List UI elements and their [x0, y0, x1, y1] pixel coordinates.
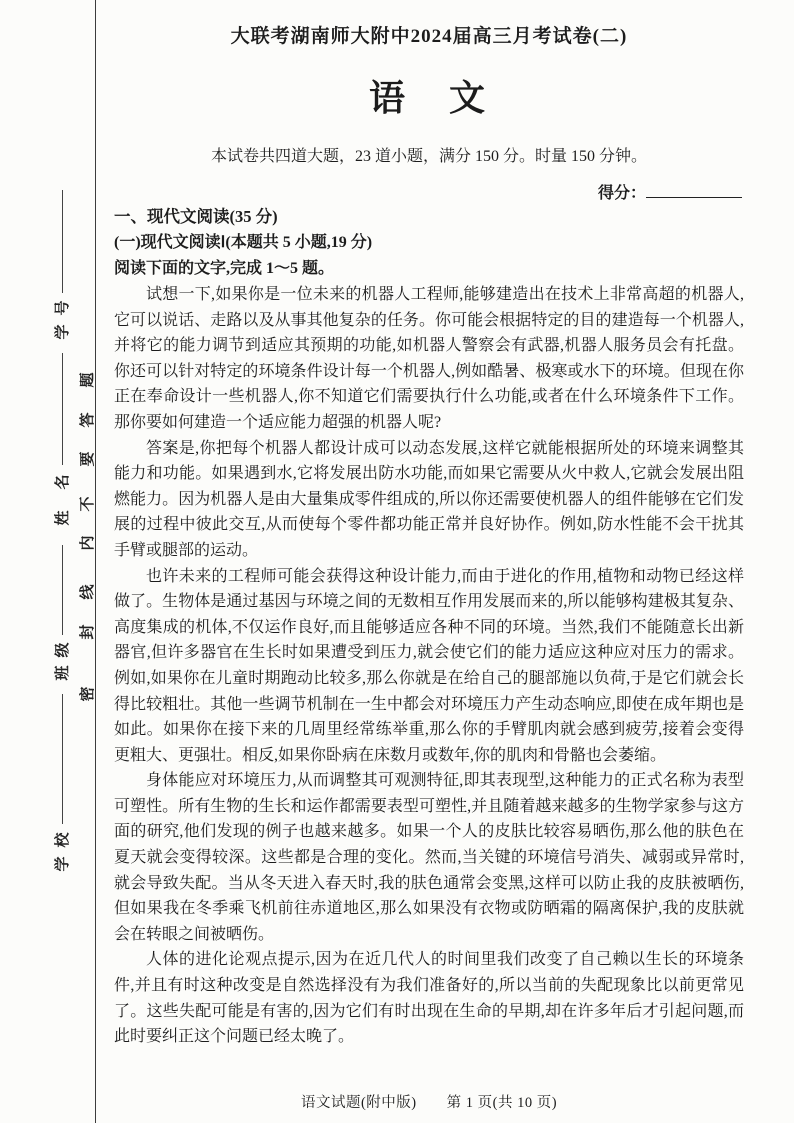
- passage-paragraph: 人体的进化论观点提示,因为在近几代人的时间里我们改变了自己赖以生长的环境条件,并且有时这种改变是自然选择没有为我们准备好的,所以当前的失配现象比以前更常见了。这些失配可能是有害的,因为它们有时出现在生命的早期,却在许多年后才引起问题,而此时要纠正这个问题已经太晚了。: [114, 951, 744, 1046]
- seal-text-char: 答: [80, 412, 96, 428]
- seal-text-char: 密: [80, 686, 96, 702]
- subsection-heading: (一)现代文阅读Ⅰ(本题共 5 小题,19 分): [114, 234, 373, 251]
- passage-paragraph: 答案是,你把每个机器人都设计成可以动态发展,这样它就能根据所处的环境来调整其能力和功能。如果遇到水,它将发展出防水功能,而如果它需要从火中救人,它就会发展出阻燃能力。因为机器人是由大量集成零件组成的,所以你还需要使机器人的组件能够在它们发展的过程中彼此交互,从而使每个零件都功能正常并良好协作。例如,防水性能不会干扰其手臂或腿部的运动。: [114, 439, 744, 559]
- seal-label-char: 校: [55, 832, 71, 848]
- seal-text-char: 题: [80, 372, 96, 388]
- seal-label-char: 号: [55, 300, 71, 316]
- exam-page-body: [114, 0, 744, 1050]
- page-footer: 语文试题(附中版) 第 1 页(共 10 页): [300, 1095, 558, 1111]
- exam-header-line: 大联考湖南师大附中2024届高三月考试卷(二): [230, 26, 628, 47]
- seal-blank-line: [62, 353, 63, 465]
- seal-label-char: 姓: [55, 510, 71, 526]
- seal-text-char: 要: [80, 451, 96, 467]
- passage-paragraph: 也许未来的工程师可能会获得这种设计能力,而由于进化的作用,植物和动物已经这样做了。生物体是通过基因与环境之间的无数相互作用发展而来的,所以能够构建极其复杂、高度集成的机体,不仅运作良好,而且能够适应各种不同的环境。当然,我们不能随意长出新器官,但许多器官在生长时如果遭受到压力,就会使它们的能力适应这种应对压力的需求。例如,如果你在儿童时期跑动比较多,那么你就是在给自己的腿部施以负荷,于是它们就会长得比较粗壮。其他一些调节机制在一生中都会对环境压力产生动态响应,即使在成年期也是如此。如果你在接下来的几周里经常练举重,那么你的手臂肌肉就会感到疲劳,接着会变得更粗大、更强壮。相反,如果你卧病在床数月或数年,你的肌肉和骨骼也会萎缩。: [114, 567, 744, 764]
- section-heading: 一、现代文阅读(35 分): [114, 207, 278, 226]
- score-blank-line: [646, 183, 742, 198]
- score-label: 得分：: [597, 185, 646, 202]
- seal-blank-line: [62, 694, 63, 824]
- passage-paragraph: 身体能应对环境压力,从而调整其可观测特征,即其表现型,这种能力的正式名称为表型可塑性。所有生物的生长和运作都需要表型可塑性,并且随着越来越多的生物学家参与这方面的研究,他们发现的例子也越来越多。如果一个人的皮肤比较容易晒伤,那么他的肤色在夏天就会变得较深。这些都是合理的变化。然而,当关键的环境信号消失、减弱或异常时,就会导致失配。当从冬天进入春天时,我的肤色通常会变黑,这样可以防止我的皮肤被晒伤,但如果我在冬季乘飞机前往赤道地区,那么如果没有衣物或防晒霜的隔离保护,我的皮肤就会在转眼之间被晒伤。: [114, 772, 744, 943]
- seal-label-char: 班: [55, 665, 71, 681]
- seal-text-char: 内: [80, 535, 96, 551]
- seal-text-char: 封: [80, 624, 96, 640]
- seal-label-char: 名: [55, 474, 71, 490]
- reading-instruction: 阅读下面的文字,完成 1～5 题。: [114, 260, 335, 277]
- page-title: 语 文: [368, 78, 489, 118]
- seal-text-char: 线: [80, 584, 96, 600]
- seal-label-char: 学: [55, 856, 71, 872]
- exam-info-line: 本试卷共四道大题，23 道小题，满分 150 分。时量 150 分钟。: [210, 148, 647, 165]
- seal-label-char: 学: [55, 324, 71, 340]
- seal-blank-line: [62, 545, 63, 635]
- seal-blank-line: [62, 190, 63, 293]
- passage-paragraph: 试想一下,如果你是一位未来的机器人工程师,能够建造出在技术上非常高超的机器人,它可以说话、走路以及从事其他复杂的任务。你可能会根据特定的目的建造每一个机器人,并将它的能力调节到适应其预期的功能,如机器人警察会有武器,机器人服务员会有托盘。你还可以针对特定的环境条件设计每一个机器人,例如酷暑、极寒或水下的环境。但现在你正在奉命设计一些机器人,你不知道它们需要执行什么功能,或者在什么环境条件下工作。那你要如何建造一个适应能力超强的机器人呢?: [114, 286, 744, 431]
- seal-label-char: 级: [55, 642, 71, 658]
- seal-border-line: [95, 0, 96, 1123]
- seal-text-char: 不: [80, 496, 96, 512]
- score-row: [114, 180, 744, 204]
